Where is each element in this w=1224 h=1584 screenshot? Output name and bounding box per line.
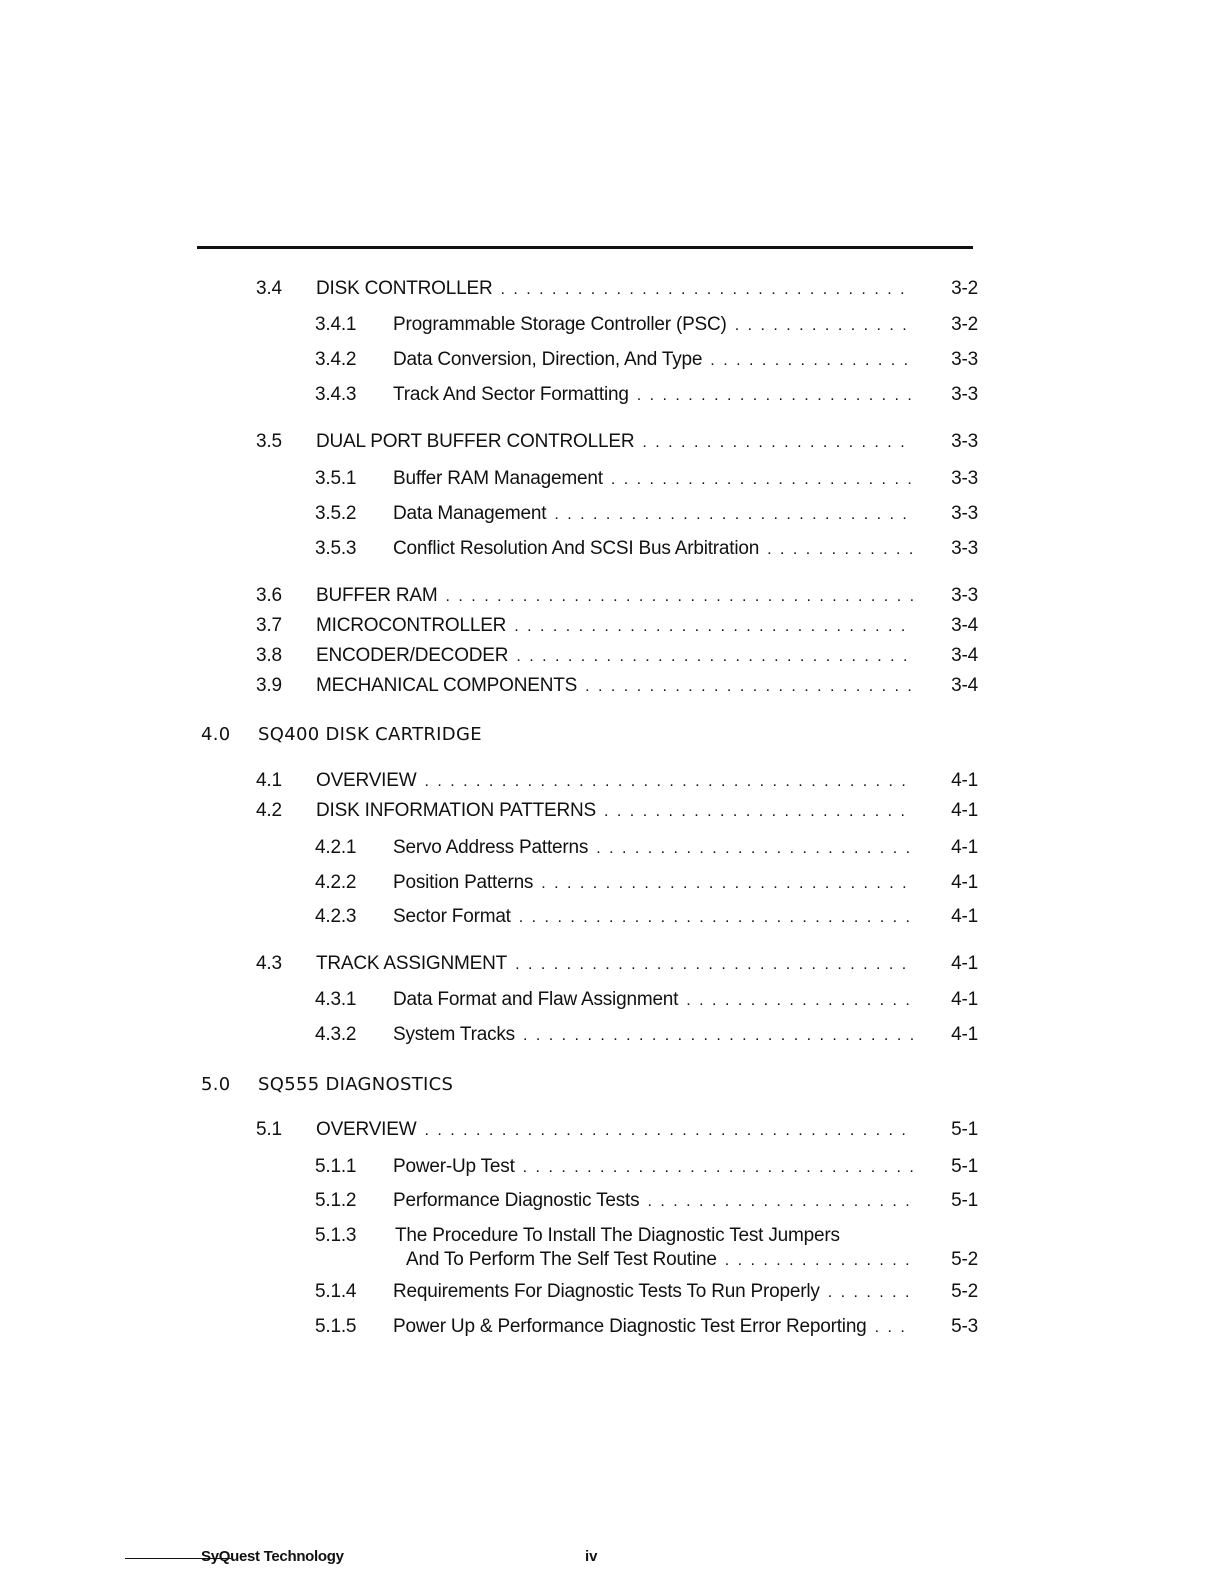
- toc-entry-page: 5-3: [951, 1316, 978, 1337]
- toc-entry-number: 5.1: [256, 1119, 282, 1140]
- toc-entry-number: 4.2.2: [315, 872, 357, 893]
- toc-entry[interactable]: [0, 1315, 1224, 1339]
- leader-dots: [516, 645, 913, 668]
- footer-company: SyQuest Technology: [201, 1548, 344, 1565]
- leader-dots: [541, 872, 913, 895]
- toc-entry-page: 3-3: [951, 538, 978, 559]
- leader-dots: [424, 770, 913, 793]
- toc-entry-title: Conflict Resolution And SCSI Bus Arbitration: [393, 538, 760, 559]
- toc-entry-page: 4-1: [951, 872, 978, 893]
- toc-entry[interactable]: [0, 467, 1224, 491]
- toc-entry-page: 4-1: [951, 1024, 978, 1045]
- toc-entry-number: 4.3: [256, 953, 282, 974]
- leader-dots: [424, 1119, 913, 1142]
- toc-entry[interactable]: [0, 277, 1224, 301]
- toc-entry-title: Power Up & Performance Diagnostic Test Error Reporting: [393, 1316, 867, 1337]
- toc-entry[interactable]: [0, 430, 1224, 454]
- toc-entry-page: 4-1: [951, 800, 978, 821]
- leader-dots: [446, 585, 913, 608]
- toc-entry-title: Requirements For Diagnostic Tests To Run Properly: [393, 1281, 820, 1302]
- toc-entry-page: 3-4: [951, 645, 978, 666]
- toc-entry-page: 5-1: [951, 1190, 978, 1211]
- toc-entry-title: Track And Sector Formatting: [393, 384, 629, 405]
- toc-entry-title-line1: The Procedure To Install The Diagnostic Test Jumpers: [395, 1225, 840, 1246]
- toc-entry[interactable]: [0, 988, 1224, 1012]
- toc-entry[interactable]: [0, 537, 1224, 561]
- leader-dots: [686, 989, 913, 1012]
- leader-dots: [515, 953, 913, 976]
- toc-entry-page: 5-2: [951, 1249, 978, 1270]
- toc-entry-number: 3.4.1: [315, 314, 357, 335]
- toc-entry[interactable]: [0, 1023, 1224, 1047]
- toc-entry-title: BUFFER RAM: [316, 585, 438, 606]
- leader-dots: [596, 837, 913, 860]
- leader-dots: [523, 1156, 913, 1179]
- toc-entry-page: 4-1: [951, 953, 978, 974]
- toc-entry-number: 4.3.1: [315, 989, 357, 1010]
- toc-entry[interactable]: [0, 769, 1224, 793]
- toc-entry-number: 5.1.2: [315, 1190, 357, 1211]
- toc-section-heading[interactable]: [0, 1073, 1224, 1097]
- toc-entry-number: 5.1.4: [315, 1281, 357, 1302]
- leader-dots: [523, 1024, 913, 1047]
- leader-dots: [500, 278, 913, 301]
- toc-entry-number: 4.3.2: [315, 1024, 357, 1045]
- toc-entry[interactable]: [0, 1189, 1224, 1213]
- toc-entry[interactable]: [0, 313, 1224, 337]
- toc-entry-number: 4.2.3: [315, 906, 357, 927]
- toc-entry-title: MECHANICAL COMPONENTS: [316, 675, 578, 696]
- toc-entry-number: 4.2: [256, 800, 282, 821]
- leader-dots: [604, 800, 913, 823]
- toc-entry[interactable]: [0, 1155, 1224, 1179]
- toc-entry-title: OVERVIEW: [316, 1119, 417, 1140]
- toc-entry-number: 4.1: [256, 770, 282, 791]
- leader-dots: [875, 1316, 913, 1339]
- toc-entry-number: 3.4.2: [315, 349, 357, 370]
- toc-entry-page: 3-3: [951, 468, 978, 489]
- toc-entry-number: 3.6: [256, 585, 282, 606]
- leader-dots: [735, 314, 913, 337]
- leader-dots: [642, 431, 913, 454]
- toc-entry-title: Servo Address Patterns: [393, 837, 589, 858]
- toc-entry-number: 4.2.1: [315, 837, 357, 858]
- toc-entry-number: 3.4.3: [315, 384, 357, 405]
- toc-entry-title: OVERVIEW: [316, 770, 417, 791]
- leader-dots: [828, 1281, 913, 1304]
- toc-entry-title: DUAL PORT BUFFER CONTROLLER: [316, 431, 635, 452]
- toc-entry-page: 5-1: [951, 1156, 978, 1177]
- section-title: SQ555 DIAGNOSTICS: [258, 1074, 454, 1095]
- header-rule: [197, 246, 973, 249]
- toc-section-heading[interactable]: [0, 723, 1224, 747]
- leader-dots: [637, 384, 913, 407]
- toc-entry-number: 5.1.5: [315, 1316, 357, 1337]
- toc-entry[interactable]: [0, 383, 1224, 407]
- toc-entry-number: 3.9: [256, 675, 282, 696]
- toc-entry-page: 3-4: [951, 675, 978, 696]
- toc-entry[interactable]: [0, 584, 1224, 608]
- toc-entry-title-line2: And To Perform The Self Test Routine: [406, 1249, 717, 1270]
- toc-entry-title: DISK CONTROLLER: [316, 278, 493, 299]
- toc-entry-page: 3-3: [951, 384, 978, 405]
- toc-entry-number: 3.5.2: [315, 503, 357, 524]
- section-title: SQ400 DISK CARTRIDGE: [258, 724, 482, 745]
- toc-entry-number: 3.5: [256, 431, 282, 452]
- leader-dots: [767, 538, 913, 561]
- toc-entry[interactable]: [0, 905, 1224, 929]
- toc-entry[interactable]: [0, 836, 1224, 860]
- leader-dots: [585, 675, 913, 698]
- toc-entry-number: 3.4: [256, 278, 282, 299]
- toc-entry-page: 3-3: [951, 349, 978, 370]
- toc-entry-title: Power-Up Test: [393, 1156, 515, 1177]
- toc-entry-number: 3.8: [256, 645, 282, 666]
- toc-entry-title: MICROCONTROLLER: [316, 615, 507, 636]
- toc-entry-page: 4-1: [951, 770, 978, 791]
- toc-entry-title: Programmable Storage Controller (PSC): [393, 314, 727, 335]
- toc-entry-page: 4-1: [951, 906, 978, 927]
- leader-dots: [611, 468, 913, 491]
- leader-dots: [725, 1249, 913, 1272]
- toc-entry[interactable]: [0, 348, 1224, 372]
- toc-entry-title: Data Format and Flaw Assignment: [393, 989, 679, 1010]
- section-number: 5.0: [201, 1074, 231, 1095]
- toc-entry-number: 3.5.1: [315, 468, 357, 489]
- leader-dots: [647, 1190, 913, 1213]
- toc-entry-number: 5.1.3: [315, 1225, 357, 1246]
- toc-entry[interactable]: [0, 614, 1224, 638]
- page-footer: [0, 1546, 1224, 1568]
- toc-entry-number: 5.1.1: [315, 1156, 357, 1177]
- toc-entry-title: Sector Format: [393, 906, 511, 927]
- section-number: 4.0: [201, 724, 231, 745]
- toc-entry-title: TRACK ASSIGNMENT: [316, 953, 508, 974]
- toc-entry-page: 3-3: [951, 503, 978, 524]
- leader-dots: [554, 503, 913, 526]
- toc-entry[interactable]: [0, 674, 1224, 698]
- footer-page-number: iv: [585, 1548, 598, 1565]
- leader-dots: [519, 906, 913, 929]
- leader-dots: [514, 615, 913, 638]
- toc-entry-title: System Tracks: [393, 1024, 515, 1045]
- toc-entry[interactable]: [0, 1280, 1224, 1304]
- toc-entry[interactable]: [0, 799, 1224, 823]
- toc-entry[interactable]: [0, 871, 1224, 895]
- toc-entry-page: 3-3: [951, 585, 978, 606]
- toc-entry-page: 3-4: [951, 615, 978, 636]
- toc-entry-title: ENCODER/DECODER: [316, 645, 509, 666]
- toc-entry-page: 3-2: [951, 314, 978, 335]
- toc-entry-title: Performance Diagnostic Tests: [393, 1190, 640, 1211]
- toc-entry[interactable]: [0, 952, 1224, 976]
- toc-entry[interactable]: [0, 644, 1224, 668]
- toc-entry-number: 3.7: [256, 615, 282, 636]
- toc-entry[interactable]: [0, 1224, 1224, 1272]
- toc-entry-number: 3.5.3: [315, 538, 357, 559]
- toc-entry-page: 5-1: [951, 1119, 978, 1140]
- toc-entry-title: Position Patterns: [393, 872, 534, 893]
- toc-entry-page: 3-3: [951, 431, 978, 452]
- toc-entry[interactable]: [0, 502, 1224, 526]
- toc-entry-title: DISK INFORMATION PATTERNS: [316, 800, 597, 821]
- toc-entry-page: 5-2: [951, 1281, 978, 1302]
- toc-entry-title: Data Management: [393, 503, 547, 524]
- leader-dots: [710, 349, 913, 372]
- toc-entry[interactable]: [0, 1118, 1224, 1142]
- toc-entry-title: Data Conversion, Direction, And Type: [393, 349, 703, 370]
- toc-entry-page: 4-1: [951, 989, 978, 1010]
- toc-entry-title: Buffer RAM Management: [393, 468, 603, 489]
- toc-entry-page: 4-1: [951, 837, 978, 858]
- toc-entry-page: 3-2: [951, 278, 978, 299]
